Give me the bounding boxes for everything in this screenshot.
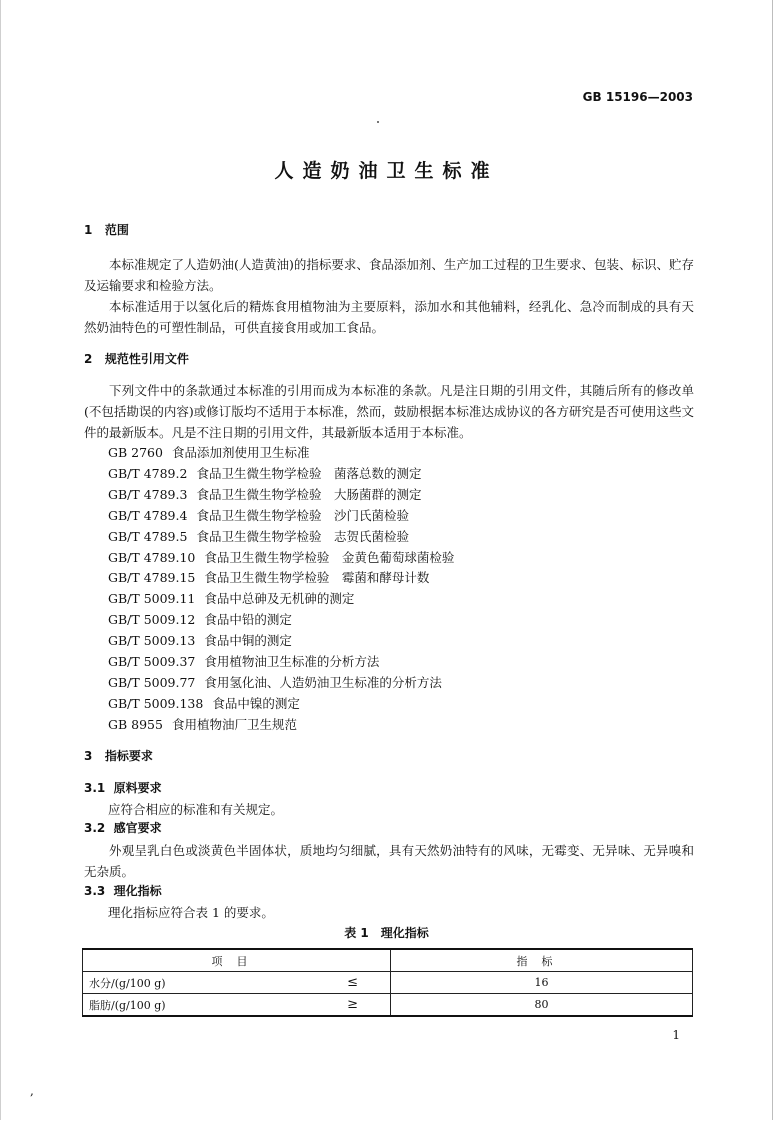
subsection-title: 理化指标 [113,884,162,898]
reference-title: 食品中铜的测定 [204,633,292,649]
reference-code: GB/T 4789.15 [108,570,196,586]
subsection-3-1-heading [84,778,162,799]
reference-code: GB/T 4789.10 [108,549,196,565]
subsection-3-2-text: 外观呈乳白色或淡黄色半固体状，质地均匀细腻，具有天然奶油特有的风味，无霉变、无异味、无异嗅和无杂质。 [84,843,694,879]
indicator-table [82,948,693,1017]
reference-title: 食品卫生微生物学检验 大肠菌群的测定 [196,486,422,502]
reference-code: GB/T 5009.12 [108,612,196,628]
reference-code: GB/T 5009.13 [108,633,196,649]
table-caption: 表 1 理化指标 [344,926,429,940]
reference-title: 食品卫生微生物学检验 金黄色葡萄球菌检验 [204,549,455,565]
value-cell: 16 [391,972,693,994]
reference-item [108,631,454,652]
subsection-title: 原料要求 [113,781,162,795]
reference-title: 食品卫生微生物学检验 霉菌和酵母计数 [204,570,430,586]
item-cell [83,994,391,1017]
section-title: 指标要求 [104,749,153,763]
table-row [83,972,693,994]
reference-item [108,610,454,631]
value-cell: 80 [391,994,693,1017]
table-header-row [83,949,693,972]
reference-title: 食品卫生微生物学检验 志贺氏菌检验 [196,528,409,544]
column-header-item: 项目 [83,949,391,972]
comparison-operator: ≤ [347,974,358,990]
page-number: 1 [672,1028,680,1042]
subsection-3-2-heading [84,818,162,839]
scan-mark: , [30,1084,34,1098]
reference-item [108,652,454,673]
reference-code: GB/T 5009.11 [108,591,196,607]
reference-title: 食品中镍的测定 [212,695,300,711]
reference-item [108,485,454,506]
reference-item [108,694,454,715]
reference-title: 食品添加剂使用卫生标准 [171,445,310,460]
section-number: 3 [84,749,93,763]
reference-item [108,443,454,464]
section-1-paragraph-1: 本标准规定了人造奶油(人造黄油)的指标要求、食品添加剂、生产加工过程的卫生要求、包装、标识、贮存及运输要求和检验方法。 [84,257,694,293]
section-2-heading [84,349,189,370]
subsection-title: 感官要求 [113,821,162,835]
reference-code: GB 2760 [108,445,163,460]
reference-item [108,548,454,569]
section-title: 规范性引用文件 [104,352,189,366]
reference-code: GB/T 4789.3 [108,486,188,502]
reference-title: 食用氢化油、人造奶油卫生标准的分析方法 [204,674,442,690]
item-name: 脂肪/(g/100 g) [89,998,166,1012]
reference-title: 食用植物油卫生标准的分析方法 [204,654,380,670]
section-1-paragraph-2: 本标准适用于以氢化后的精炼食用植物油为主要原料，添加水和其他辅料，经乳化、急冷而制成的具有天然奶油特色的可塑性制品，可供直接食用或加工食品。 [84,299,694,335]
reference-item [108,527,454,548]
reference-title: 食品卫生微生物学检验 沙门氏菌检验 [196,507,409,523]
subsection-number: 3.3 [84,884,106,898]
reference-title: 食品中总砷及无机砷的测定 [204,591,355,607]
table-row [83,994,693,1017]
section-number: 2 [84,352,93,366]
subsection-3-3-heading [84,881,162,902]
reference-code: GB 8955 [108,716,163,732]
reference-item [108,464,454,485]
column-header-value: 指标 [391,949,693,972]
reference-code: GB/T 5009.37 [108,654,196,670]
reference-item [108,589,454,610]
section-3-heading [84,746,153,767]
section-1-heading [84,220,129,241]
section-number: 1 [84,223,93,237]
reference-item [108,715,454,736]
standard-code: GB 15196—2003 [582,90,693,104]
document-title: 人造奶油卫生标准 [274,160,499,182]
reference-code: GB/T 4789.2 [108,465,188,481]
reference-title: 食品中铅的测定 [204,612,292,628]
reference-code: GB/T 4789.5 [108,528,188,544]
scan-speck [377,121,379,123]
reference-title: 食用植物油厂卫生规范 [171,716,297,732]
item-cell [83,972,391,994]
reference-item [108,506,454,527]
section-title: 范围 [104,223,129,237]
subsection-number: 3.2 [84,821,106,835]
item-name: 水分/(g/100 g) [89,976,166,990]
reference-item [108,673,454,694]
reference-item [108,568,454,589]
reference-code: GB/T 4789.4 [108,507,188,523]
section-2-paragraph: 下列文件中的条款通过本标准的引用而成为本标准的条款。凡是注日期的引用文件，其随后所有的修改单(不包括勘误的内容)或修订版均不适用于本标准，然而，鼓励根据本标准达成协议的各方研究是否可使用这些文件的最新版本。凡是不注日期的引用文件，其最新版本适用于本标准。 [84,383,694,440]
subsection-number: 3.1 [84,781,106,795]
normative-reference-list [108,443,454,736]
reference-code: GB/T 5009.138 [108,695,204,711]
reference-code: GB/T 5009.77 [108,674,196,690]
reference-title: 食品卫生微生物学检验 菌落总数的测定 [196,465,422,481]
subsection-3-1-text: 应符合相应的标准和有关规定。 [108,802,284,817]
subsection-3-3-text: 理化指标应符合表 1 的要求。 [108,905,274,920]
comparison-operator: ≥ [347,996,358,1012]
